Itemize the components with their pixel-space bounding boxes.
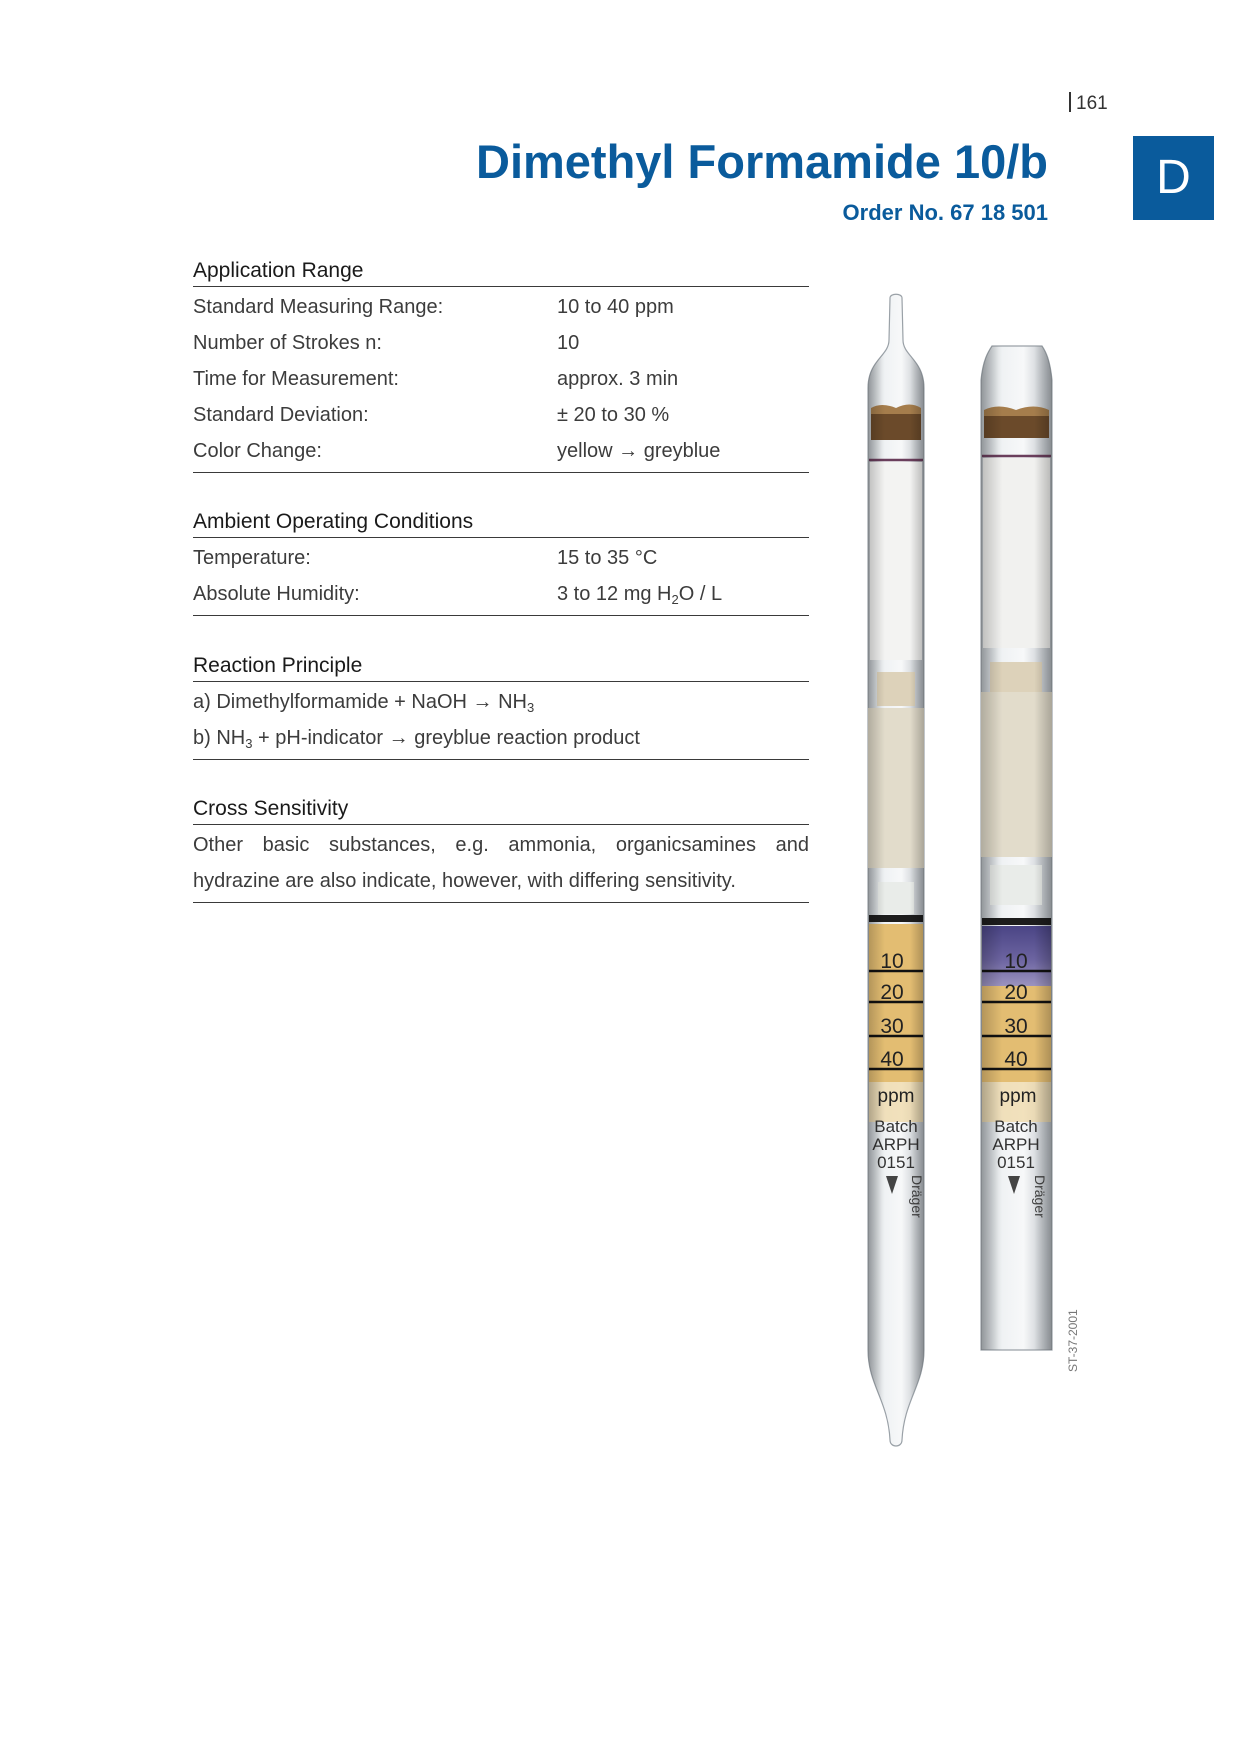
application-range-section — [193, 255, 809, 473]
reaction-principle-section — [193, 650, 809, 760]
tube-unused — [868, 294, 925, 1446]
section-heading: Cross Sensitivity — [193, 793, 809, 825]
spec-row: Time for Measurement: approx. 3 min — [193, 368, 679, 390]
tube-used — [981, 346, 1052, 1350]
cross-sensitivity-text: Other basic substances, e.g. ammonia, organicsamines and hydrazine are also indicate, however, with differing sensitivity. — [193, 834, 809, 892]
page-number: 161 — [1069, 92, 1108, 115]
spec-row: Number of Strokes n: 10 — [193, 332, 580, 354]
detector-tubes-photo — [840, 290, 1080, 1460]
section-heading: Reaction Principle — [193, 650, 809, 682]
order-number: Order No. 67 18 501 — [842, 200, 1048, 225]
ambient-conditions-section — [193, 506, 809, 616]
section-heading: Ambient Operating Conditions — [193, 506, 809, 538]
photo-code: ST-37-2001 — [1066, 1309, 1080, 1372]
reaction-line-b: b) $NH_3$ + pH-indicator → greyblue reaction product — [193, 727, 640, 751]
spec-row: Standard Deviation: ± 20 to 30 % — [193, 404, 670, 426]
reaction-line-a: a) Dimethylformamide + NaOH → $NH_3$ — [193, 691, 535, 715]
page-title: Dimethyl Formamide 10/b — [476, 135, 1048, 188]
spec-row: Absolute Humidity: 3 to 12 mg $H_2O$ / L — [193, 583, 723, 607]
section-tab[interactable]: D — [1133, 136, 1214, 220]
cross-sensitivity-section — [193, 793, 809, 903]
spec-row: Temperature: 15 to 35 °C — [193, 547, 658, 569]
spec-row: Color Change: yellow → greyblue — [193, 440, 721, 462]
section-heading: Application Range — [193, 255, 809, 287]
spec-row: Standard Measuring Range: 10 to 40 ppm — [193, 296, 674, 318]
